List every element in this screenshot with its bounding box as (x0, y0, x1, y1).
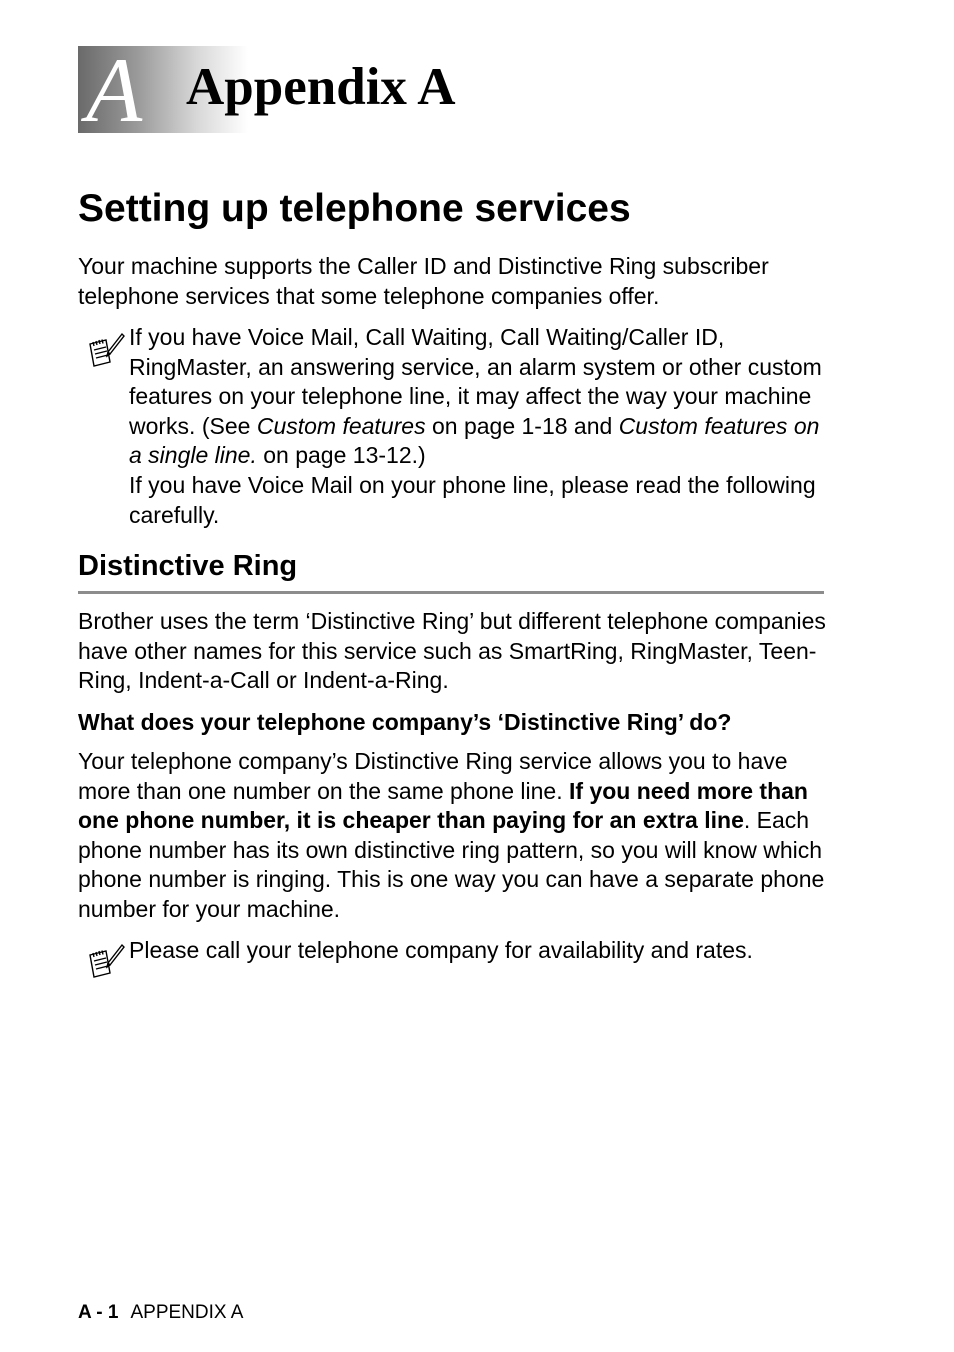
page-footer (78, 1301, 243, 1325)
ref-custom-features-single-line: Custom features on a single line. (129, 412, 820, 469)
chapter-title: Appendix A (186, 58, 456, 116)
subsection-title: Distinctive Ring (78, 550, 298, 582)
section-intro: Your machine supports the Caller ID and Distinctive Ring subscriber telephone services that some telephone companies offer. (78, 253, 769, 309)
distinctive-ring-paragraph: Brother uses the term ‘Distinctive Ring’ but different telephone companies have other names for this service such as SmartRing, RingMaster, Teen-Ring, Indent-a-Call or Indent-a-Ring. (78, 608, 826, 694)
note-availability: Please call your telephone company for availability and rates. (129, 937, 753, 963)
distinctive-ring-description: Your telephone company’s Distinctive Ring service allows you to have more than one number on the same phone line. If you need more than one phone number, it is cheaper than paying for an extra line. Each phone number has its own distinctive ring pattern, so you will know which phone number is ringing. This is one way you can have a separate phone number for your machine. (78, 748, 825, 922)
chapter-letter: A (86, 39, 143, 141)
note-voice-mail: If you have Voice Mail, Call Waiting, Call Waiting/Caller ID, RingMaster, an answering service, an alarm system or other custom features on your telephone line, it may affect the way your machine works. (See Custom features on page 1-18 and Custom features on a single line. on page 13-12.) If you have Voice Mail on your phone line, please read the following carefully. (129, 324, 822, 528)
note-icon (86, 330, 126, 370)
footer-label: APPENDIX A (130, 1302, 244, 1323)
note-icon (86, 941, 126, 981)
ref-custom-features: Custom features (256, 412, 426, 439)
subsection-rule (78, 591, 824, 594)
section-title: Setting up telephone services (78, 187, 631, 230)
question-heading: What does your telephone company’s ‘Distinctive Ring’ do? (78, 709, 732, 735)
page-number: A - 1 (78, 1302, 119, 1323)
